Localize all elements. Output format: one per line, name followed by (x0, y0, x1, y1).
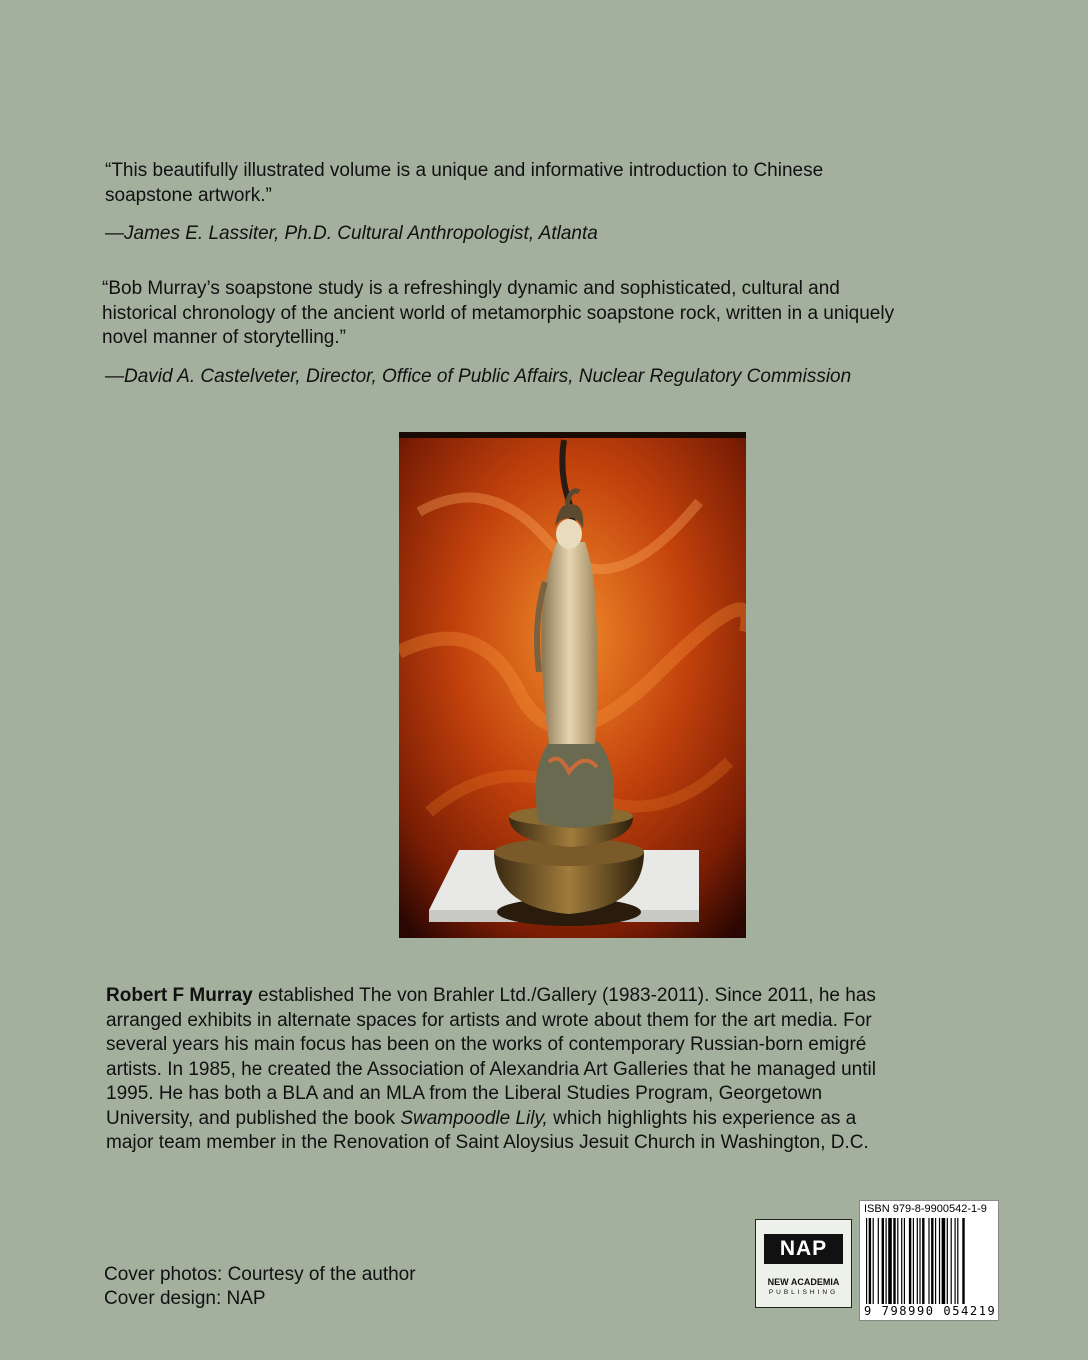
book-title: Swampoodle Lily, (400, 1107, 548, 1129)
barcode-bar (886, 1218, 887, 1304)
barcode-bar (947, 1218, 948, 1304)
barcode-bar (928, 1218, 929, 1304)
quote-1-text: “This beautifully illustrated volume is a unique and informative introduction to Chinese soapstone artwork.” (105, 160, 824, 206)
quote-2-attribution: —David A. Castelveter, Director, Office of Public Affairs, Nuclear Regulatory Commission (105, 366, 852, 387)
barcode-bar (942, 1218, 946, 1304)
barcode-bar (962, 1218, 964, 1304)
barcode-bar (939, 1218, 940, 1304)
barcode-bar (955, 1218, 956, 1304)
barcode-bar (957, 1218, 958, 1304)
barcode-bar (882, 1218, 884, 1304)
barcode-bars (866, 1218, 994, 1304)
barcode-bar (935, 1218, 936, 1304)
author-bio (106, 984, 906, 1156)
barcode-bar (917, 1218, 918, 1304)
barcode-bar (901, 1218, 902, 1304)
barcode-bar (931, 1218, 933, 1304)
bio-text-part2: which highlights his experience as a major team member in the Renovation of Saint Aloysius Jesuit Church in Washington, D.C. (106, 1107, 869, 1153)
barcode-bar (897, 1218, 898, 1304)
barcode-bar (866, 1218, 867, 1304)
publisher-name: NEW ACADEMIA (767, 1277, 840, 1287)
barcode-digits: 9 798990 054219 (864, 1304, 997, 1318)
barcode-bar (919, 1218, 920, 1304)
isbn-text: ISBN 979-8-9900542-1-9 (864, 1203, 987, 1215)
author-name: Robert F Murray (106, 985, 253, 1006)
quote-2-text: “Bob Murray’s soapstone study is a refreshingly dynamic and sophisticated, cultural and historical chronology of the ancient world of metamorphic soapstone rock, written in a uniquely novel manner of storytelling.” (102, 278, 895, 348)
barcode-bar (893, 1218, 895, 1304)
barcode-bar (904, 1218, 905, 1304)
credit-photos: Cover photos: Courtesy of the author (104, 1264, 416, 1285)
barcode-bar (873, 1218, 874, 1304)
barcode-bar (869, 1218, 871, 1304)
barcode-bar (909, 1218, 911, 1304)
publisher-sub: PUBLISHING (768, 1289, 839, 1296)
barcode-bar (888, 1218, 892, 1304)
barcode-bar (913, 1218, 914, 1304)
quote-1-attribution: —James E. Lassiter, Ph.D. Cultural Anthropologist, Atlanta (105, 223, 598, 244)
barcode-bar (878, 1218, 879, 1304)
barcode-bar (922, 1218, 924, 1304)
credit-design: Cover design: NAP (104, 1288, 266, 1309)
publisher-logo-mark: NAP (764, 1234, 843, 1264)
isbn-barcode (859, 1200, 999, 1321)
bio-text-part1: established The von Brahler Ltd./Gallery (1983-2011). Since 2011, he has arranged exhibits in alternate spaces for artists and wrote about them for the art media. For several years his main focus has been on the works of contemporary Russian-born emigré artists. In 1985, he created the Association of Alexandria Art Galleries that he managed until 1995. He has both a BLA and an MLA from the Liberal Studies Program, Georgetown University, and published the book (106, 985, 876, 1129)
cover-photo-statue (399, 432, 746, 938)
publisher-logo (755, 1219, 852, 1308)
barcode-bar (951, 1218, 952, 1304)
